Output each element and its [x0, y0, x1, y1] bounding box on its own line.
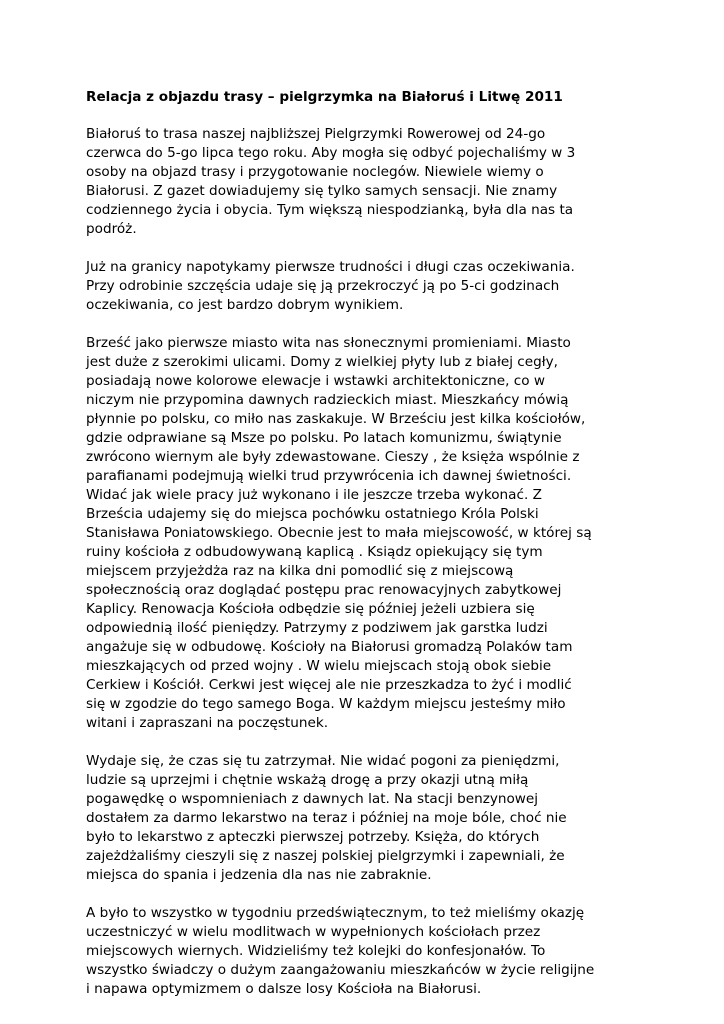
text-line: dostałem za darmo lekarstwo na teraz i później na moje bóle, choć nie: [86, 810, 567, 826]
text-line: społecznością oraz doglądać postępu prac renowacyjnych zabytkowej: [86, 582, 562, 598]
document-body: [86, 125, 646, 999]
text-line: zajeżdżaliśmy cieszyli się z naszej polskiej pielgrzymki i zapewniali, że: [86, 848, 565, 864]
text-line: miejsca do spania i jedzenia dla nas nie zabraknie.: [86, 867, 432, 883]
text-line: pogawędkę o wspomnieniach z dawnych lat. Na stacji benzynowej: [86, 791, 539, 807]
text-line: mieszkających od przed wojny . W wielu miejscach stoją obok siebie: [86, 658, 552, 674]
text-line: oczekiwania, co jest bardzo dobrym wynikiem.: [86, 297, 404, 313]
text-line: A było to wszystko w tygodniu przedświątecznym, to też mieliśmy okazję: [86, 905, 585, 921]
paragraph-4: [86, 752, 646, 885]
text-line: parafianami podejmują wielki trud przywrócenia ich dawnej świetności.: [86, 468, 572, 484]
text-line: Widać jak wiele pracy już wykonano i ile jeszcze trzeba wykonać. Z: [86, 487, 542, 503]
text-line: Białorusi. Z gazet dowiadujemy się tylko samych sensacji. Nie znamy: [86, 183, 558, 199]
text-line: ludzie są uprzejmi i chętnie wskażą drogę a przy okazji utną miłą: [86, 772, 529, 788]
text-line: wszystko świadczy o dużym zaangażowaniu mieszkańców w życie religijne: [86, 962, 595, 978]
text-line: odpowiednią ilość pieniędzy. Patrzymy z podziwem jak garstka ludzi: [86, 620, 548, 636]
text-line: czerwca do 5-go lipca tego roku. Aby mogła się odbyć pojechaliśmy w 3: [86, 145, 576, 161]
text-line: się w zgodzie do tego samego Boga. W każdym miejscu jesteśmy miło: [86, 696, 566, 712]
text-line: posiadają nowe kolorowe elewacje i wstawki architektoniczne, co w: [86, 373, 545, 389]
document-title: Relacja z objazdu trasy – pielgrzymka na Białoruś i Litwę 2011: [86, 89, 563, 105]
text-line: gdzie odprawiane są Msze po polsku. Po latach komunizmu, świątynie: [86, 430, 562, 446]
document-page: [86, 88, 646, 1018]
paragraph-1: [86, 125, 646, 239]
text-line: Wydaje się, że czas się tu zatrzymał. Nie widać pogoni za pieniędzmi,: [86, 753, 560, 769]
text-line: Cerkiew i Kościół. Cerkwi jest więcej ale nie przeszkadza to żyć i modlić: [86, 677, 572, 693]
text-line: Kaplicy. Renowacja Kościoła odbędzie się później jeżeli uzbiera się: [86, 601, 535, 617]
text-line: osoby na objazd trasy i przygotowanie noclegów. Niewiele wiemy o: [86, 164, 544, 180]
text-line: ruiny kościoła z odbudowywaną kaplicą . Ksiądz opiekujący się tym: [86, 544, 543, 560]
text-line: angażuje się w odbudowę. Kościoły na Białorusi gromadzą Polaków tam: [86, 639, 573, 655]
text-line: Brześć jako pierwsze miasto wita nas słonecznymi promieniami. Miasto: [86, 335, 571, 351]
text-line: i napawa optymizmem o dalsze losy Kościoła na Białorusi.: [86, 981, 482, 997]
text-line: Przy odrobinie szczęścia udaje się ją przekroczyć ją po 5-ci godzinach: [86, 278, 560, 294]
text-line: jest duże z szerokimi ulicami. Domy z wielkiej płyty lub z białej cegły,: [86, 354, 558, 370]
text-line: niczym nie przypomina dawnych radzieckich miast. Mieszkańcy mówią: [86, 392, 569, 408]
text-line: zwrócono wiernym ale były zdewastowane. Cieszy , że księża wspólnie z: [86, 449, 580, 465]
text-line: Brześcia udajemy się do miejsca pochówku ostatniego Króla Polski: [86, 506, 539, 522]
text-line: płynnie po polsku, co miło nas zaskakuje. W Brześciu jest kilka kościołów,: [86, 411, 586, 427]
text-line: Białoruś to trasa naszej najbliższej Pielgrzymki Rowerowej od 24-go: [86, 126, 546, 142]
text-line: podróż.: [86, 221, 137, 237]
paragraph-5: [86, 904, 646, 999]
paragraph-2: [86, 258, 646, 315]
text-line: Stanisława Poniatowskiego. Obecnie jest to mała miejscowość, w której są: [86, 525, 592, 541]
text-line: witani i zapraszani na poczęstunek.: [86, 715, 329, 731]
text-line: było to lekarstwo z apteczki pierwszej potrzeby. Księża, do których: [86, 829, 540, 845]
text-line: Już na granicy napotykamy pierwsze trudności i długi czas oczekiwania.: [86, 259, 575, 275]
text-line: codziennego życia i obycia. Tym większą niespodzianką, była dla nas ta: [86, 202, 574, 218]
text-line: uczestniczyć w wielu modlitwach w wypełnionych kościołach przez: [86, 924, 541, 940]
text-line: miejscowych wiernych. Widzieliśmy też kolejki do konfesjonałów. To: [86, 943, 546, 959]
paragraph-3: [86, 334, 646, 733]
text-line: miejscem przyjeżdża raz na kilka dni pomodlić się z miejscową: [86, 563, 514, 579]
